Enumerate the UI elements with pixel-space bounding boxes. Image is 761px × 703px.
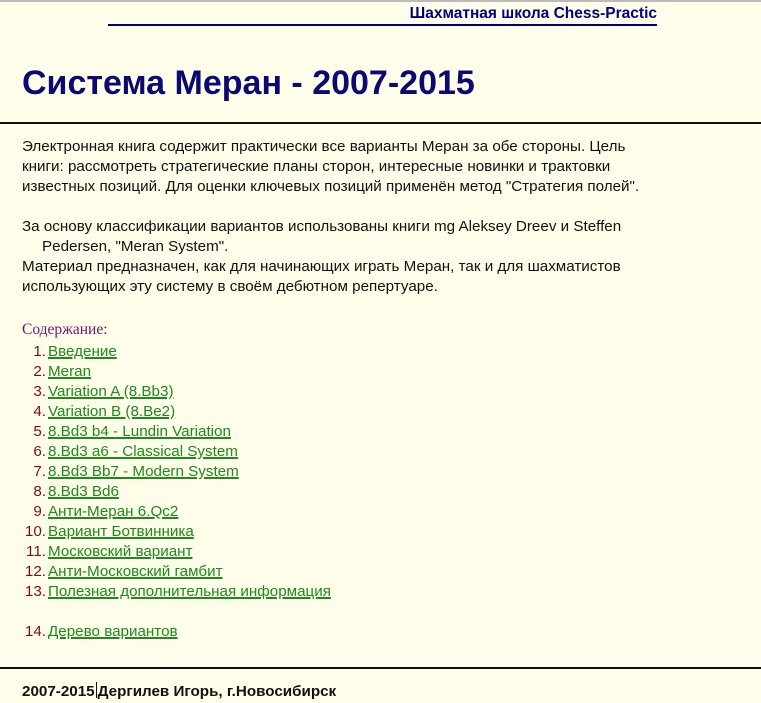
toc-item — [0, 482, 331, 502]
toc-spacer — [0, 602, 331, 622]
toc-item-number: 5. — [33, 423, 46, 440]
toc-item-link[interactable]: Анти-Московский гамбит — [48, 563, 223, 580]
toc-item-link[interactable]: 8.Bd3 Bb7 - Modern System — [48, 463, 239, 480]
text-line: За основу классификации вариантов использованы книги mg Aleksey Dreev и Steffen — [22, 218, 622, 235]
footer-years: 2007-2015 — [22, 683, 95, 700]
toc-item-number: 7. — [33, 463, 46, 480]
text-line: Pedersen, "Meran System". — [42, 238, 229, 255]
intro-paragraph-1 — [22, 137, 757, 197]
toc-item — [0, 362, 331, 382]
toc-item-number: 11. — [26, 543, 46, 560]
toc-item-link[interactable]: 8.Bd3 Bd6 — [48, 483, 119, 500]
toc-item — [0, 622, 331, 642]
toc-item-number: 13. — [24, 583, 46, 600]
intro-paragraph-2 — [22, 217, 757, 297]
top-border — [0, 0, 761, 2]
footer — [22, 682, 336, 700]
toc-item — [0, 562, 331, 582]
toc-item-link[interactable]: Meran — [48, 363, 92, 380]
toc-item — [0, 542, 331, 562]
toc-item-link[interactable]: Анти-Меран 6.Qc2 — [48, 503, 179, 520]
toc-item-number: 12. — [24, 563, 46, 580]
toc-item-link[interactable]: 8.Bd3 a6 - Classical System — [48, 443, 238, 460]
toc-item-link[interactable]: 8.Bd3 b4 - Lundin Variation — [48, 423, 231, 440]
toc-item-number: 10. — [24, 523, 46, 540]
toc-item — [0, 342, 331, 362]
toc-item-link[interactable]: Дерево вариантов — [48, 623, 178, 640]
toc-item-number: 9. — [33, 503, 46, 520]
toc-item — [0, 582, 331, 602]
toc-item-number: 1. — [33, 343, 46, 360]
footer-author: Дергилев Игорь, г.Новосибирск — [97, 683, 337, 700]
text-line: Материал предназначен, как для начинающих играть Меран, так и для шахматистов — [22, 258, 621, 275]
toc-item-link[interactable]: Введение — [48, 343, 117, 360]
toc-item — [0, 442, 331, 462]
school-link[interactable]: Шахматная школа Chess-Practic — [409, 5, 657, 22]
toc-title: Содержание: — [22, 321, 108, 338]
toc-item — [0, 402, 331, 422]
site-header — [108, 5, 657, 26]
toc-item-link[interactable]: Variation B (8.Be2) — [48, 403, 176, 420]
toc-item — [0, 502, 331, 522]
toc-item-link[interactable]: Вариант Ботвинника — [48, 523, 194, 540]
toc-item — [0, 522, 331, 542]
divider-top — [0, 122, 761, 124]
toc-item-number: 2. — [33, 363, 46, 380]
toc-item-number: 14. — [24, 623, 46, 640]
toc-item — [0, 422, 331, 442]
toc-item — [0, 382, 331, 402]
toc-item-number: 3. — [33, 383, 46, 400]
toc-item-link[interactable]: Полезная дополнительная информация — [48, 583, 331, 600]
text-line: известных позиций. Для оценки ключевых позиций применён метод "Стратегия полей". — [22, 178, 640, 195]
toc-item — [0, 462, 331, 482]
text-line: использующих эту систему в своём дебютном репертуаре. — [22, 278, 438, 295]
text-line: Электронная книга содержит практически все варианты Меран за обе стороны. Цель — [22, 138, 626, 155]
table-of-contents — [0, 342, 331, 642]
toc-item-number: 4. — [33, 403, 46, 420]
toc-item-number: 6. — [33, 443, 46, 460]
toc-item-link[interactable]: Московский вариант — [48, 543, 193, 560]
footer-separator — [96, 682, 97, 698]
divider-bottom — [0, 667, 761, 669]
text-line: книги: рассмотреть стратегические планы сторон, интересные новинки и трактовки — [22, 158, 611, 175]
toc-item-number: 8. — [33, 483, 46, 500]
page-title: Система Меран - 2007-2015 — [22, 64, 475, 102]
toc-item-link[interactable]: Variation A (8.Bb3) — [48, 383, 174, 400]
